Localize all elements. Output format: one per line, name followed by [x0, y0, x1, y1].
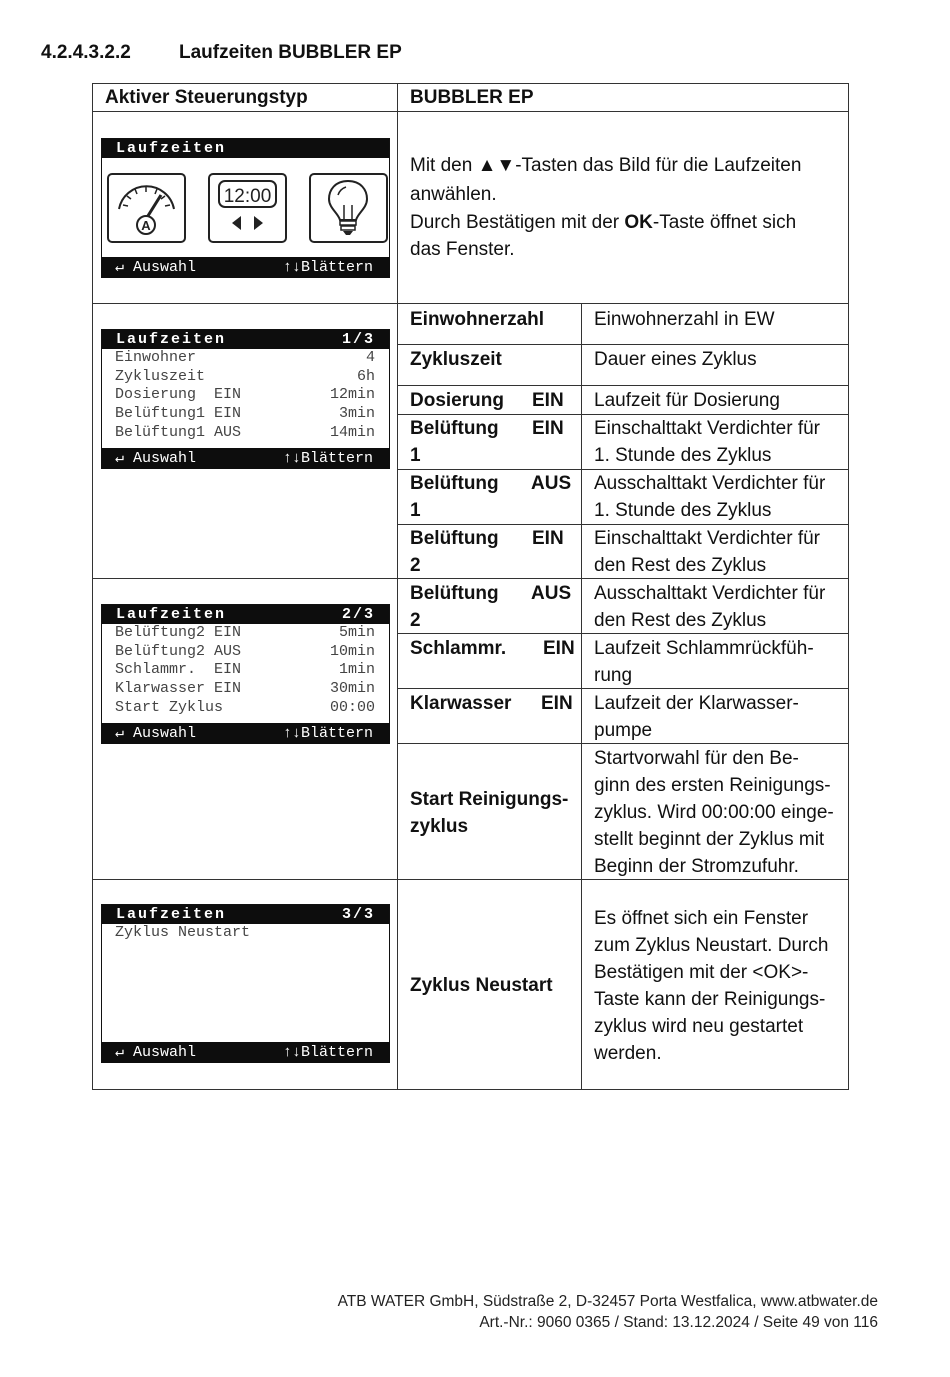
param-desc: Einschalttakt Verdichter für [594, 528, 820, 549]
param-name: Belüftung [410, 528, 499, 549]
param-name: Belüftung [410, 583, 499, 604]
lcd-row[interactable] [102, 368, 389, 387]
intro-text-part: -Taste öffnet sich [652, 212, 797, 233]
header-divider [92, 111, 849, 112]
param-name: Zykluszeit [410, 349, 502, 370]
param-index: 2 [410, 610, 421, 631]
param-desc: Laufzeit der Klarwasser- [594, 693, 799, 714]
lcd-row-label: Belüftung1 AUS [115, 423, 242, 441]
param-desc: Ausschalttakt Verdichter für [594, 473, 826, 494]
lcd-row-value: 5min [338, 624, 375, 641]
header-bubbler-ep: BUBBLER EP [410, 87, 534, 108]
lcd-row[interactable] [102, 349, 389, 368]
blaettern-hint: ↑↓Blättern [282, 725, 373, 742]
intro-text-part: Mit den [410, 155, 478, 176]
param-desc: werden. [594, 1043, 662, 1064]
lcd-row-label: Belüftung1 EIN [115, 405, 242, 423]
section-number: 4.2.4.3.2.2 [41, 42, 131, 63]
lcd-footer [101, 257, 390, 278]
lcd-title: Laufzeiten [116, 331, 227, 348]
lcd-row-label: Schlammr. EIN [115, 661, 242, 679]
lcd-row-label: Belüftung2 EIN [115, 624, 242, 641]
lcd-title-bar [102, 905, 389, 924]
lcd-row[interactable] [102, 680, 389, 699]
lcd-page-indicator: 1/3 [341, 331, 375, 348]
param-desc: Einwohnerzahl in EW [594, 309, 775, 330]
param-divider [397, 344, 849, 345]
param-desc: zum Zyklus Neustart. Durch [594, 935, 829, 956]
clock-display-text: 12:00 [223, 186, 272, 207]
icon-row [107, 173, 384, 245]
footer-address: ATB WATER GmbH, Südstraße 2, D-32457 Porta Westfalica, www.atbwater.de [337, 1293, 878, 1310]
table-border-right [848, 83, 849, 1090]
lcd-row[interactable] [102, 405, 389, 424]
param-state: EIN [532, 418, 564, 439]
param-name-cont: zyklus [410, 816, 469, 837]
param-desc: Taste kann der Reinigungs- [594, 989, 826, 1010]
param-desc: pumpe [594, 720, 653, 741]
lcd-title: Laufzeiten [116, 906, 227, 923]
lcd-screen-2 [101, 604, 390, 744]
lcd-title-bar [102, 605, 389, 624]
param-index: 2 [410, 555, 421, 576]
blaettern-hint: ↑↓Blättern [282, 259, 373, 276]
blaettern-hint: ↑↓Blättern [282, 450, 373, 467]
svg-text:A: A [141, 218, 151, 233]
lcd-row-value: 1min [338, 661, 375, 679]
param-desc: Beginn der Stromzufuhr. [594, 856, 799, 877]
param-desc: Laufzeit für Dosierung [594, 390, 780, 411]
lcd-footer [101, 723, 390, 744]
lcd-row-label: Start Zyklus [115, 698, 224, 716]
lcd-page-indicator: 3/3 [341, 906, 375, 923]
param-name: Schlammr. [410, 638, 507, 659]
ok-key-label: OK [624, 212, 653, 233]
lcd-screen-1 [101, 329, 390, 469]
param-name: Zyklus Neustart [410, 975, 553, 996]
param-state: AUS [531, 583, 572, 604]
param-desc: Dauer eines Zyklus [594, 349, 757, 370]
lcd-page-indicator: 2/3 [341, 606, 375, 623]
auswahl-hint: ↵ Auswahl [115, 725, 197, 742]
lcd-title-bar [102, 330, 389, 349]
param-desc: zyklus. Wird 00:00:00 einge- [594, 802, 834, 823]
intro-line-3 [410, 209, 846, 237]
lcd-row[interactable] [102, 661, 389, 680]
lcd-footer [101, 448, 390, 469]
lcd-row[interactable] [102, 424, 389, 443]
param-desc: rung [594, 665, 633, 686]
param-desc: stellt beginnt der Zyklus mit [594, 829, 825, 850]
gauge-a-icon[interactable] [107, 173, 186, 243]
param-desc: Ausschalttakt Verdichter für [594, 583, 826, 604]
param-name: Start Reinigungs- [410, 789, 569, 810]
arrow-keys-icon: ▲▼ [477, 155, 516, 176]
param-desc: den Rest des Zyklus [594, 610, 767, 631]
param-index: 1 [410, 445, 421, 466]
param-state: EIN [532, 390, 564, 411]
lcd-row-value: 00:00 [329, 698, 375, 716]
lcd-row-label: Zykluszeit [115, 367, 206, 385]
param-desc: Laufzeit Schlammrückfüh- [594, 638, 814, 659]
lcd-row[interactable] [102, 643, 389, 662]
param-state: EIN [532, 528, 564, 549]
lcd-row-value: 6h [356, 367, 375, 385]
lcd-title-bar [102, 139, 389, 158]
lcd-row[interactable] [102, 624, 389, 643]
lcd-title: Laufzeiten [116, 140, 227, 157]
param-desc: 1. Stunde des Zyklus [594, 500, 772, 521]
lcd-screen-3 [101, 904, 390, 1063]
lcd-row-label: Zyklus Neustart [115, 924, 251, 941]
intro-line-1 [410, 151, 846, 180]
table-border-bottom [92, 1089, 849, 1090]
auswahl-hint: ↵ Auswahl [115, 450, 197, 467]
lcd-row-label: Einwohner [115, 349, 197, 366]
lcd-row-value: 3min [338, 405, 375, 423]
table-divider-col1 [397, 83, 398, 1090]
lcd-row-value: 10min [329, 642, 375, 660]
lcd-row[interactable] [102, 699, 389, 718]
lcd-title: Laufzeiten [116, 606, 227, 623]
footer-page-info: Art.-Nr.: 9060 0365 / Stand: 13.12.2024 / Seite 49 von 116 [479, 1314, 878, 1331]
section-heading [41, 42, 402, 64]
param-index: 1 [410, 500, 421, 521]
lcd-row-value: 14min [329, 423, 375, 441]
lcd-row-label: Dosierung EIN [115, 386, 242, 404]
param-desc: Es öffnet sich ein Fenster [594, 908, 809, 929]
intro-line-4: das Fenster. [410, 239, 515, 260]
intro-line-2: anwählen. [410, 184, 497, 205]
param-desc: Bestätigen mit der <OK>- [594, 962, 809, 983]
lcd-row[interactable] [102, 386, 389, 405]
lcd-footer [101, 1042, 390, 1063]
param-state: EIN [543, 638, 575, 659]
lcd-row[interactable] [102, 924, 389, 943]
param-state: AUS [531, 473, 572, 494]
param-name: Einwohnerzahl [410, 309, 545, 330]
intro-text-part: -Tasten das Bild für die Laufzeiten [515, 155, 802, 176]
param-desc: 1. Stunde des Zyklus [594, 445, 772, 466]
intro-text-part: Durch Bestätigen mit der [410, 212, 625, 233]
lcd-row-value: 30min [329, 680, 375, 698]
lcd-main-menu [101, 138, 390, 278]
intro-text [410, 151, 846, 263]
header-steuerungstyp: Aktiver Steuerungstyp [105, 87, 308, 108]
param-desc: ginn des ersten Reinigungs- [594, 775, 831, 796]
lcd-row-label: Belüftung2 AUS [115, 642, 242, 660]
lcd-row-value: 12min [329, 386, 375, 404]
param-desc: zyklus wird neu gestartet [594, 1016, 804, 1037]
param-desc: Einschalttakt Verdichter für [594, 418, 820, 439]
lcd-row-value: 4 [365, 349, 375, 366]
auswahl-hint: ↵ Auswahl [115, 1044, 197, 1061]
param-desc: Startvorwahl für den Be- [594, 748, 799, 769]
param-name: Dosierung [410, 390, 504, 411]
clock-1200-icon[interactable] [208, 173, 287, 243]
table-border-left [92, 83, 93, 1090]
lcd-row-label: Klarwasser EIN [115, 680, 242, 698]
auswahl-hint: ↵ Auswahl [115, 259, 197, 276]
section-title: Laufzeiten BUBBLER EP [179, 42, 402, 63]
row-divider [92, 303, 849, 304]
param-desc: den Rest des Zyklus [594, 555, 767, 576]
param-name: Klarwasser [410, 693, 512, 714]
param-state: EIN [541, 693, 573, 714]
param-name: Belüftung [410, 473, 499, 494]
lightbulb-icon[interactable] [309, 173, 388, 243]
param-name: Belüftung [410, 418, 499, 439]
blaettern-hint: ↑↓Blättern [282, 1044, 373, 1061]
param-divider [397, 385, 849, 386]
table-divider-col2 [581, 303, 582, 1090]
